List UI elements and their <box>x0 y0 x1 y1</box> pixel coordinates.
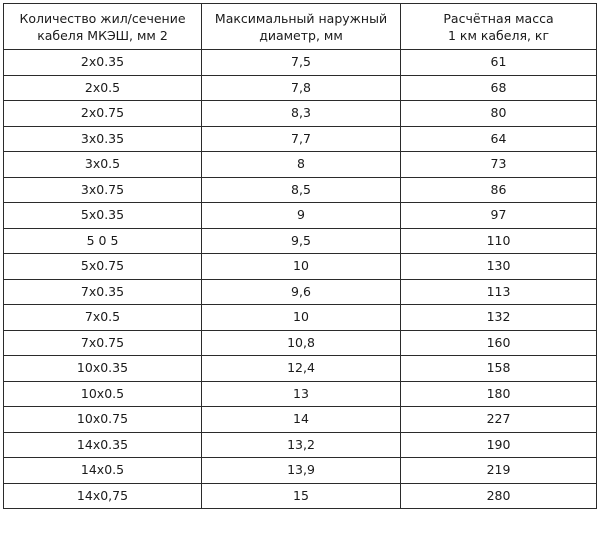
table-row <box>4 330 597 356</box>
table-row <box>4 432 597 458</box>
table-row <box>4 407 597 433</box>
cell-max-diameter: 7,5 <box>202 50 401 76</box>
cell-mass-per-km: 132 <box>401 305 597 331</box>
table-body <box>4 50 597 509</box>
cell-mass-per-km: 80 <box>401 101 597 127</box>
cell-max-diameter: 12,4 <box>202 356 401 382</box>
table-row <box>4 50 597 76</box>
cell-cores-section: 7x0.5 <box>4 305 202 331</box>
table-row <box>4 75 597 101</box>
table-row <box>4 381 597 407</box>
table-header <box>4 4 597 50</box>
cell-max-diameter: 8 <box>202 152 401 178</box>
table-row <box>4 356 597 382</box>
cell-cores-section: 2x0.5 <box>4 75 202 101</box>
cell-cores-section: 3x0.75 <box>4 177 202 203</box>
cell-max-diameter: 8,5 <box>202 177 401 203</box>
cell-cores-section: 3x0.5 <box>4 152 202 178</box>
table-row <box>4 458 597 484</box>
header-max-diameter: Максимальный наружный диаметр, мм <box>202 4 401 50</box>
cell-mass-per-km: 227 <box>401 407 597 433</box>
cell-cores-section: 10x0.5 <box>4 381 202 407</box>
header-mass-per-km: Расчётная масса 1 км кабеля, кг <box>401 4 597 50</box>
cell-mass-per-km: 180 <box>401 381 597 407</box>
table-row <box>4 177 597 203</box>
table-row <box>4 279 597 305</box>
cell-mass-per-km: 61 <box>401 50 597 76</box>
cell-max-diameter: 7,7 <box>202 126 401 152</box>
table-row <box>4 483 597 509</box>
cell-cores-section: 14x0.35 <box>4 432 202 458</box>
table-row <box>4 254 597 280</box>
cell-cores-section: 14x0.5 <box>4 458 202 484</box>
cell-max-diameter: 9,6 <box>202 279 401 305</box>
table-row <box>4 152 597 178</box>
cell-mass-per-km: 68 <box>401 75 597 101</box>
cell-cores-section: 14x0,75 <box>4 483 202 509</box>
cell-mass-per-km: 219 <box>401 458 597 484</box>
cell-cores-section: 7x0.35 <box>4 279 202 305</box>
cell-mass-per-km: 130 <box>401 254 597 280</box>
cell-max-diameter: 9,5 <box>202 228 401 254</box>
cell-cores-section: 10x0.35 <box>4 356 202 382</box>
cell-max-diameter: 9 <box>202 203 401 229</box>
cell-max-diameter: 10 <box>202 254 401 280</box>
cell-max-diameter: 15 <box>202 483 401 509</box>
cell-cores-section: 10x0.75 <box>4 407 202 433</box>
cell-cores-section: 5x0.35 <box>4 203 202 229</box>
cable-spec-document <box>3 3 597 509</box>
cell-mass-per-km: 97 <box>401 203 597 229</box>
header-row <box>4 4 597 50</box>
cell-mass-per-km: 160 <box>401 330 597 356</box>
table-row <box>4 126 597 152</box>
cell-max-diameter: 7,8 <box>202 75 401 101</box>
cell-cores-section: 2x0.75 <box>4 101 202 127</box>
header-cores-section: Количество жил/сечение кабеля МКЭШ, мм 2 <box>4 4 202 50</box>
table-row <box>4 101 597 127</box>
cell-max-diameter: 13 <box>202 381 401 407</box>
table-row <box>4 228 597 254</box>
cell-mass-per-km: 158 <box>401 356 597 382</box>
cable-spec-table <box>3 3 597 509</box>
cell-cores-section: 5 0 5 <box>4 228 202 254</box>
cell-mass-per-km: 86 <box>401 177 597 203</box>
cell-cores-section: 2x0.35 <box>4 50 202 76</box>
cell-mass-per-km: 64 <box>401 126 597 152</box>
cell-max-diameter: 10,8 <box>202 330 401 356</box>
cell-max-diameter: 13,9 <box>202 458 401 484</box>
cell-max-diameter: 10 <box>202 305 401 331</box>
cell-cores-section: 7x0.75 <box>4 330 202 356</box>
cell-max-diameter: 8,3 <box>202 101 401 127</box>
cell-max-diameter: 14 <box>202 407 401 433</box>
cell-mass-per-km: 110 <box>401 228 597 254</box>
cell-cores-section: 3x0.35 <box>4 126 202 152</box>
cell-mass-per-km: 73 <box>401 152 597 178</box>
table-row <box>4 203 597 229</box>
cell-mass-per-km: 113 <box>401 279 597 305</box>
cell-max-diameter: 13,2 <box>202 432 401 458</box>
table-row <box>4 305 597 331</box>
cell-mass-per-km: 190 <box>401 432 597 458</box>
cell-cores-section: 5x0.75 <box>4 254 202 280</box>
cell-mass-per-km: 280 <box>401 483 597 509</box>
